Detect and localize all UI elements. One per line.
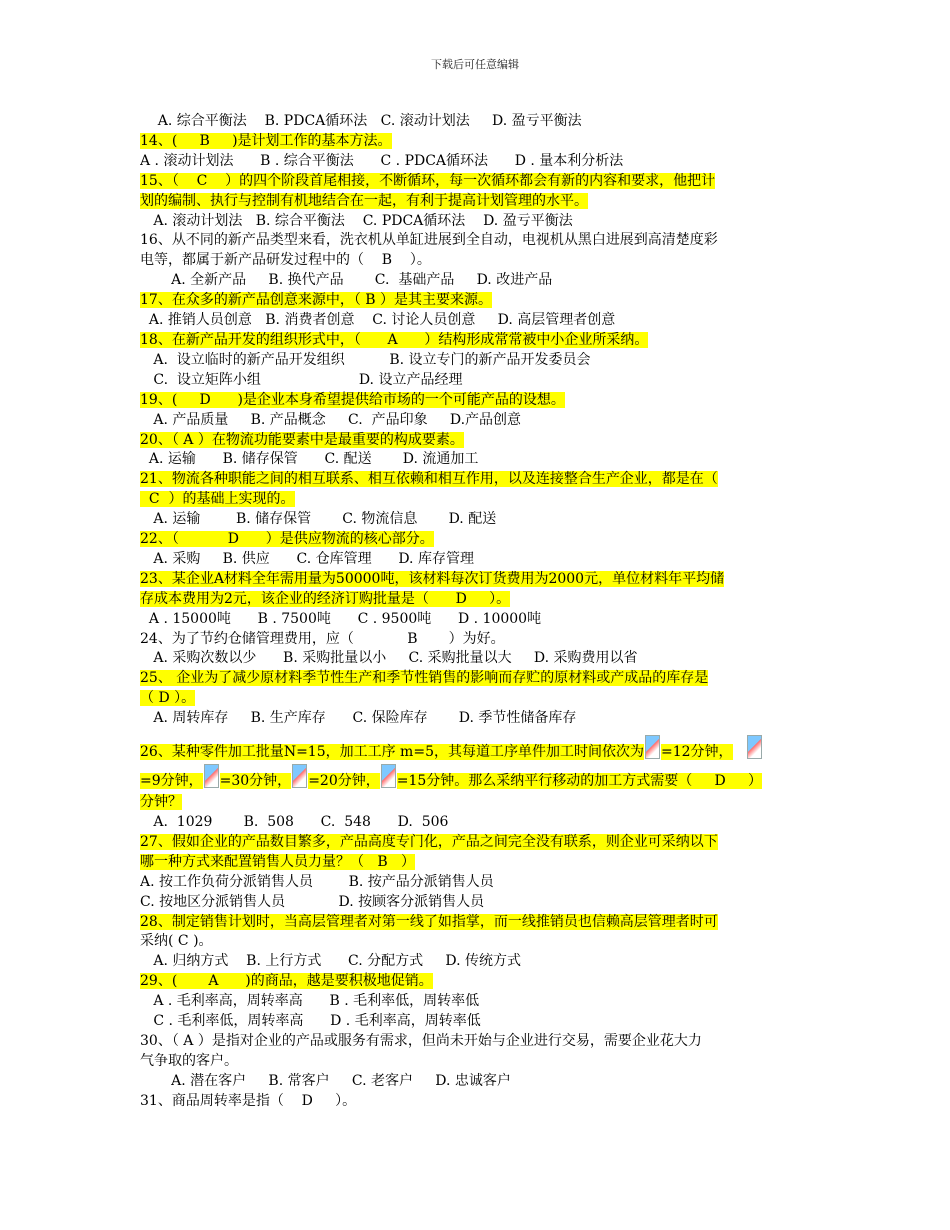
text-line — [140, 212, 812, 232]
document-body — [140, 112, 812, 1112]
line-text: （ D ）。 — [140, 690, 196, 707]
text-line — [140, 833, 812, 853]
line-text: A. 产品质量 B. 产品概念 C. 产品印象 D.产品创意 — [140, 411, 522, 428]
text-line — [140, 550, 812, 570]
text-line — [140, 391, 812, 411]
q26-text: 26、某种零件加工批量N=15，加工工序 m=5，其每道工序单件加工时间依次为 — [140, 744, 644, 761]
text-line — [140, 431, 812, 451]
text-line — [140, 590, 812, 610]
text-line — [140, 112, 812, 132]
line-text: A . 滚动计划法 B . 综合平衡法 C . PDCA循环法 D . 量本利分析法 — [140, 152, 624, 169]
line-text: 14、( B )是计划工作的基本方法。 — [140, 132, 392, 149]
text-line — [140, 132, 812, 152]
line-text: 16、从不同的新产品类型来看，洗衣机从单缸进展到全自动，电视机从黑白进展到高清楚度彩 — [140, 232, 718, 249]
line-text: 17、在众多的新产品创意来源中，（ B ）是其主要来源。 — [140, 292, 493, 309]
line-text: A. 归纳方式 B. 上行方式 C. 分配方式 D. 传统方式 — [140, 953, 522, 970]
line-text: A. 采购次数以少 B. 采购批量以小 C. 采购批量以大 D. 采购费用以省 — [140, 650, 638, 667]
text-line — [140, 251, 812, 271]
line-text: C. 设立矩阵小组 D. 设立产品经理 — [140, 371, 463, 388]
line-text: 27、假如企业的产品数目繁多，产品高度专门化，产品之间完全没有联系，则企业可采纳以下 — [140, 833, 718, 850]
line-text: A. 运输 B. 储存保管 C. 配送 D. 流通加工 — [140, 451, 479, 468]
line-text: 气争取的客户。 — [140, 1052, 238, 1069]
line-text: 哪一种方式来配置销售人员力量？（ B ） — [140, 853, 415, 870]
text-line — [140, 853, 812, 873]
text-line — [140, 649, 812, 669]
line-text: A. 采购 B. 供应 C. 仓库管理 D. 库存管理 — [140, 550, 474, 567]
line-text: 31、商品周转率是指（ D ）。 — [140, 1092, 357, 1109]
line-text: 划的编制、执行与控制有机地结合在一起，有利于提高计划管理的水平。 — [140, 192, 588, 209]
text-line — [140, 510, 812, 530]
text-line — [140, 450, 812, 470]
line-text: 23、某企业A材料全年需用量为50000吨，该材料每次订货费用为2000元，单位材料年平均储 — [140, 570, 725, 587]
q26-line-1 — [140, 735, 812, 764]
text-line — [140, 952, 812, 972]
text-line — [140, 1052, 812, 1072]
text-line — [140, 530, 812, 550]
line-text: 28、制定销售计划时，当高层管理者对第一线了如指掌，而一线推销员也信赖高层管理者时可 — [140, 913, 718, 930]
line-text: A. 综合平衡法 B. PDCA循环法 C. 滚动计划法 D. 盈亏平衡法 — [140, 113, 582, 129]
text-line — [140, 192, 812, 212]
formula-image-icon — [645, 735, 660, 759]
formula-image-icon — [292, 764, 307, 788]
line-text: 20、（ A ）在物流功能要素中是最重要的构成要素。 — [140, 431, 464, 448]
q26-text: =12分钟， — [660, 744, 733, 761]
text-line — [140, 271, 812, 291]
text-line — [140, 311, 812, 331]
text-line — [140, 992, 812, 1012]
text-line — [140, 1072, 812, 1092]
line-text: 采纳( C )。 — [140, 933, 213, 950]
line-text: 15、（ C ）的四个阶段首尾相接，不断循环，每一次循环都会有新的内容和要求，他把计 — [140, 172, 716, 189]
line-text: 29、( A )的商品，越是要积极地促销。 — [140, 973, 433, 990]
page-header: 下载后可任意编辑 — [431, 58, 519, 71]
text-line — [140, 689, 812, 709]
text-line — [140, 490, 812, 510]
line-text: A. 设立临时的新产品开发组织 B. 设立专门的新产品开发委员会 — [140, 351, 591, 368]
text-line — [140, 669, 812, 689]
line-text: 存成本费用为2元，该企业的经济订购批量是（ D ）。 — [140, 590, 511, 607]
line-text: A. 推销人员创意 B. 消费者创意 C. 讨论人员创意 D. 高层管理者创意 — [140, 312, 616, 329]
text-line — [140, 913, 812, 933]
q26-line-3 — [140, 793, 812, 813]
line-text: A . 15000吨 B . 7500吨 C . 9500吨 D . 10000吨 — [140, 610, 542, 627]
q26-text: 分钟？ — [140, 794, 182, 811]
line-text: A. 1029 B. 508 C. 548 D. 506 — [140, 814, 449, 830]
text-line — [140, 709, 812, 729]
text-line — [140, 470, 812, 490]
line-text: C ）的基础上实现的。 — [140, 491, 295, 508]
text-line — [140, 1032, 812, 1052]
line-text: 电等，都属于新产品研发过程中的（ B ）。 — [140, 252, 431, 269]
line-text: 30、（ A ）是指对企业的产品或服务有需求，但尚未开始与企业进行交易，需要企业花大力 — [140, 1032, 702, 1049]
formula-image-icon — [381, 764, 396, 788]
text-line — [140, 291, 812, 311]
line-text: 24、为了节约仓储管理费用，应（ B ）为好。 — [140, 630, 505, 647]
line-text: A. 周转库存 B. 生产库存 C. 保险库存 D. 季节性储备库存 — [140, 710, 577, 727]
line-text: C. 按地区分派销售人员 D. 按顾客分派销售人员 — [140, 893, 485, 910]
formula-image-icon — [204, 764, 219, 788]
formula-image-icon — [747, 735, 762, 759]
text-line — [140, 873, 812, 893]
q26-text: =30分钟， — [219, 773, 292, 790]
text-line — [140, 1092, 812, 1112]
question-block-1 — [140, 112, 812, 729]
q26-text: =20分钟， — [308, 773, 380, 790]
line-text: A. 按工作负荷分派销售人员 B. 按产品分派销售人员 — [140, 873, 494, 890]
q26-text: =15分钟。那么采纳平行移动的加工方式需要（ D ） — [396, 773, 763, 790]
line-text: A . 毛利率高，周转率高 B . 毛利率低，周转率低 — [140, 993, 480, 1010]
text-line — [140, 231, 812, 251]
q26-text: =9分钟， — [140, 773, 203, 790]
line-text: 19、( D )是企业本身希望提供给市场的一个可能产品的设想。 — [140, 391, 565, 408]
line-text: 18、在新产品开发的组织形式中，（ A ）结构形成常常被中小企业所采纳。 — [140, 331, 649, 348]
line-text: 22、（ D ）是供应物流的核心部分。 — [140, 531, 434, 548]
text-line — [140, 172, 812, 192]
text-line — [140, 630, 812, 650]
text-line — [140, 932, 812, 952]
text-line — [140, 411, 812, 431]
text-line — [140, 331, 812, 351]
text-line — [140, 570, 812, 590]
text-line — [140, 893, 812, 913]
line-text: 25、 企业为了减少原材料季节性生产和季节性销售的影响而存贮的原材料或产成品的库存是 — [140, 670, 709, 687]
text-line — [140, 813, 812, 833]
line-text: A. 潜在客户 B. 常客户 C. 老客户 D. 忠诚客户 — [140, 1072, 511, 1089]
text-line — [140, 351, 812, 371]
line-text: C . 毛利率低，周转率高 D . 毛利率高，周转率低 — [140, 1013, 481, 1030]
text-line — [140, 1012, 812, 1032]
line-text: A. 全新产品 B. 换代产品 C. 基础产品 D. 改进产品 — [140, 272, 553, 289]
text-line — [140, 152, 812, 172]
line-text: A. 运输 B. 储存保管 C. 物流信息 D. 配送 — [140, 511, 497, 528]
text-line — [140, 972, 812, 992]
line-text: 21、物流各种职能之间的相互联系、相互依赖和相互作用，以及连接整合生产企业，都是在（ — [140, 471, 718, 488]
question-block-2 — [140, 813, 812, 1112]
line-text: A. 滚动计划法 B. 综合平衡法 C. PDCA循环法 D. 盈亏平衡法 — [140, 212, 573, 229]
text-line — [140, 610, 812, 630]
text-line — [140, 371, 812, 391]
q26-line-2 — [140, 764, 812, 793]
